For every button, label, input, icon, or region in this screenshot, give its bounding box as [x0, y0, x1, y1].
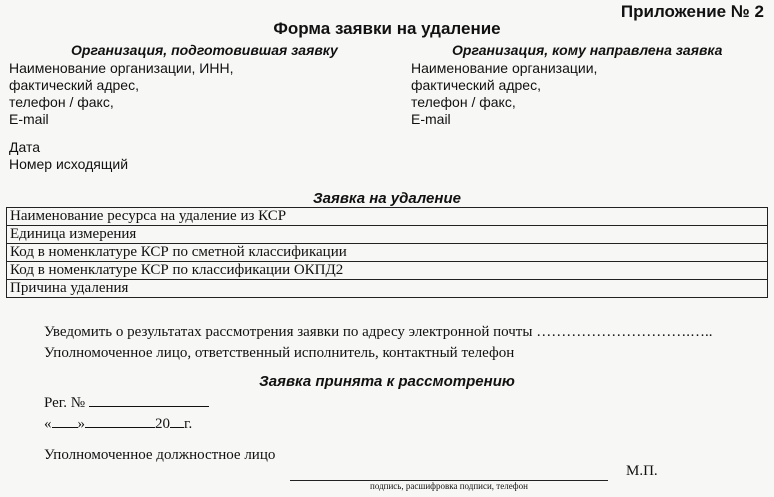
accepted-title: Заявка принята к рассмотрению	[259, 373, 515, 390]
day-blank	[52, 413, 78, 428]
month-blank	[85, 413, 155, 428]
notify-email-line: Уведомить о результатах рассмотрения заявки по адресу электронной почты ………………………….…..	[44, 324, 713, 340]
date-block	[9, 139, 128, 173]
table-row	[7, 208, 768, 226]
table-cell: Единица измерения	[7, 226, 768, 244]
org-to-heading: Организация, кому направлена заявка	[452, 42, 723, 58]
table-cell: Код в номенклатуре КСР по классификации ОКПД2	[7, 262, 768, 280]
org-from-line: E-mail	[9, 111, 49, 127]
table-row	[7, 244, 768, 262]
table-row	[7, 280, 768, 298]
registration-block	[44, 392, 209, 434]
org-from-line: телефон / факс,	[9, 94, 114, 110]
year-blank	[170, 413, 184, 428]
org-from-line: фактический адрес,	[9, 77, 139, 93]
org-to-line: телефон / факс,	[411, 94, 516, 110]
org-from-line: Наименование организации, ИНН,	[9, 60, 234, 76]
table-cell: Код в номенклатуре КСР по сметной классификации	[7, 244, 768, 262]
responsible-person-line: Уполномоченное лицо, ответственный исполнитель, контактный телефон	[44, 345, 515, 361]
appendix-label: Приложение № 2	[620, 2, 764, 21]
close-quote: »	[77, 416, 85, 432]
table-row	[7, 226, 768, 244]
table-cell: Причина удаления	[7, 280, 768, 298]
year-suffix: г.	[184, 416, 193, 432]
notification-block	[44, 322, 712, 364]
form-title: Форма заявки на удаление	[273, 19, 501, 38]
reg-number-blank	[89, 392, 209, 407]
authorized-official-label: Уполномоченное должностное лицо	[44, 447, 276, 463]
year-prefix: 20	[155, 416, 170, 432]
org-to-fields	[411, 60, 597, 128]
acceptance-date-line	[44, 413, 209, 434]
date-label: Дата	[9, 139, 41, 155]
table-row	[7, 262, 768, 280]
stamp-label: М.П.	[626, 463, 658, 479]
request-table	[6, 207, 768, 298]
org-to-line: фактический адрес,	[411, 77, 541, 93]
org-to-line: E-mail	[411, 111, 451, 127]
reg-number-label: Рег. №	[44, 395, 86, 411]
org-from-fields	[9, 60, 233, 128]
org-from-heading: Организация, подготовившая заявку	[71, 42, 338, 58]
table-cell: Наименование ресурса на удаление из КСР	[7, 208, 768, 226]
signature-caption: подпись, расшифровка подписи, телефон	[370, 481, 528, 491]
org-to-line: Наименование организации,	[411, 60, 598, 76]
reg-number-line	[44, 392, 209, 413]
outgoing-number-label: Номер исходящий	[9, 156, 129, 172]
request-title: Заявка на удаление	[313, 190, 461, 207]
open-quote: «	[44, 416, 52, 432]
